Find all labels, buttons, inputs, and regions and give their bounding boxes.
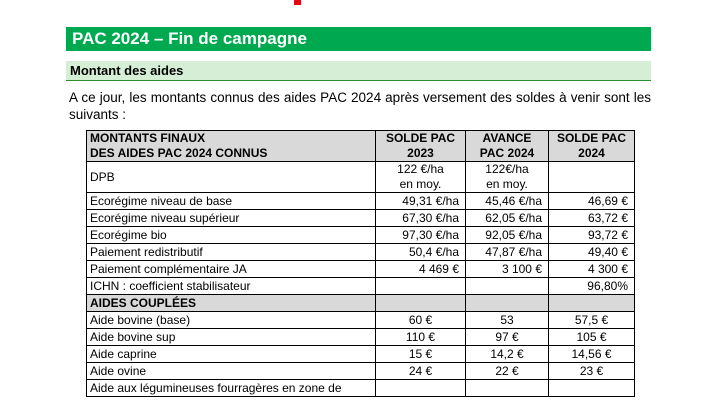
table-row: [87, 162, 635, 193]
header-avance-2024-line1: AVANCE: [482, 131, 532, 145]
cell-solde-2024: 63,72 €: [549, 210, 635, 227]
cell-solde-2024: 96,80%: [549, 278, 635, 295]
group-header-row: [87, 295, 635, 312]
red-header-mark: [294, 0, 301, 5]
table-row: [87, 261, 635, 278]
cell-solde-2023: [376, 162, 466, 193]
cell-line: en moy.: [486, 177, 528, 191]
cell-line: 122 €/ha: [397, 162, 444, 176]
header-solde-2024: [549, 131, 635, 162]
header-avance-2024-line2: PAC 2024: [479, 146, 535, 160]
cell-solde-2023: 24 €: [376, 363, 466, 380]
cell-solde-2023: 4 469 €: [376, 261, 466, 278]
header-label-line2: DES AIDES PAC 2024 CONNUS: [90, 146, 268, 160]
cell-line: 122€/ha: [485, 162, 529, 176]
cell-avance-2024: 47,87 €/ha: [466, 244, 549, 261]
row-label: Aide bovine (base): [87, 312, 376, 329]
table-row: [87, 210, 635, 227]
header-solde-2024-line2: 2024: [578, 146, 605, 160]
cell-solde-2023: [376, 278, 466, 295]
cell-solde-2023: [376, 380, 466, 397]
table-row: [87, 244, 635, 261]
cell-solde-2023: 60 €: [376, 312, 466, 329]
table-row: [87, 380, 635, 397]
row-label: Aide aux légumineuses fourragères en zone de: [87, 380, 376, 397]
cell-avance-2024: [466, 278, 549, 295]
cell-solde-2024: 4 300 €: [549, 261, 635, 278]
cell-avance-2024: 97 €: [466, 329, 549, 346]
section-heading: Montant des aides: [66, 61, 651, 81]
header-avance-2024: [466, 131, 549, 162]
header-solde-2023: [376, 131, 466, 162]
cell-solde-2023: 97,30 €/ha: [376, 227, 466, 244]
row-label: Aide caprine: [87, 346, 376, 363]
cell-avance-2024: [466, 380, 549, 397]
table-row: [87, 329, 635, 346]
cell-solde-2023: 110 €: [376, 329, 466, 346]
row-label: Ecorégime bio: [87, 227, 376, 244]
table-row: [87, 363, 635, 380]
group-label: AIDES COUPLÉES: [87, 295, 376, 312]
table-row: [87, 312, 635, 329]
row-label: Aide ovine: [87, 363, 376, 380]
cell-avance-2024: 22 €: [466, 363, 549, 380]
row-label: DPB: [87, 162, 376, 193]
header-solde-2024-line1: SOLDE PAC: [556, 131, 627, 145]
cell-solde-2023: 67,30 €/ha: [376, 210, 466, 227]
row-label: Aide bovine sup: [87, 329, 376, 346]
table-row: [87, 193, 635, 210]
group-empty-cell: [466, 295, 549, 312]
group-empty-cell: [376, 295, 466, 312]
row-label: ICHN : coefficient stabilisateur: [87, 278, 376, 295]
cell-solde-2024: [549, 162, 635, 193]
cell-line: en moy.: [399, 177, 442, 191]
cell-solde-2024: [549, 380, 635, 397]
table-header-row: [87, 131, 635, 162]
cell-avance-2024: 3 100 €: [466, 261, 549, 278]
row-label: Paiement complémentaire JA: [87, 261, 376, 278]
cell-solde-2024: 105 €: [549, 329, 635, 346]
header-solde-2023-line2: 2023: [407, 146, 434, 160]
aid-amounts-table: [86, 130, 635, 397]
cell-avance-2024: 45,46 €/ha: [466, 193, 549, 210]
cell-avance-2024: 53: [466, 312, 549, 329]
table-row: [87, 227, 635, 244]
cell-solde-2023: 15 €: [376, 346, 466, 363]
cell-solde-2024: 46,69 €: [549, 193, 635, 210]
row-label: Ecorégime niveau supérieur: [87, 210, 376, 227]
cell-solde-2023: 49,31 €/ha: [376, 193, 466, 210]
row-label: Ecorégime niveau de base: [87, 193, 376, 210]
header-label-line1: MONTANTS FINAUX: [90, 131, 206, 145]
group-empty-cell: [549, 295, 635, 312]
cell-solde-2024: 93,72 €: [549, 227, 635, 244]
cell-solde-2024: 23 €: [549, 363, 635, 380]
table-row: [87, 346, 635, 363]
header-solde-2023-line1: SOLDE PAC: [385, 131, 456, 145]
cell-solde-2024: 49,40 €: [549, 244, 635, 261]
cell-avance-2024: [466, 162, 549, 193]
cell-solde-2024: 57,5 €: [549, 312, 635, 329]
cell-avance-2024: 14,2 €: [466, 346, 549, 363]
header-label: [87, 131, 376, 162]
cell-solde-2024: 14,56 €: [549, 346, 635, 363]
row-label: Paiement redistributif: [87, 244, 376, 261]
page-title: PAC 2024 – Fin de campagne: [66, 27, 651, 51]
cell-solde-2023: 50,4 €/ha: [376, 244, 466, 261]
table-row: [87, 278, 635, 295]
intro-paragraph: A ce jour, les montants connus des aides PAC 2024 après versement des soldes à venir sont les suivants :: [69, 90, 651, 122]
cell-avance-2024: 62,05 €/ha: [466, 210, 549, 227]
cell-avance-2024: 92,05 €/ha: [466, 227, 549, 244]
